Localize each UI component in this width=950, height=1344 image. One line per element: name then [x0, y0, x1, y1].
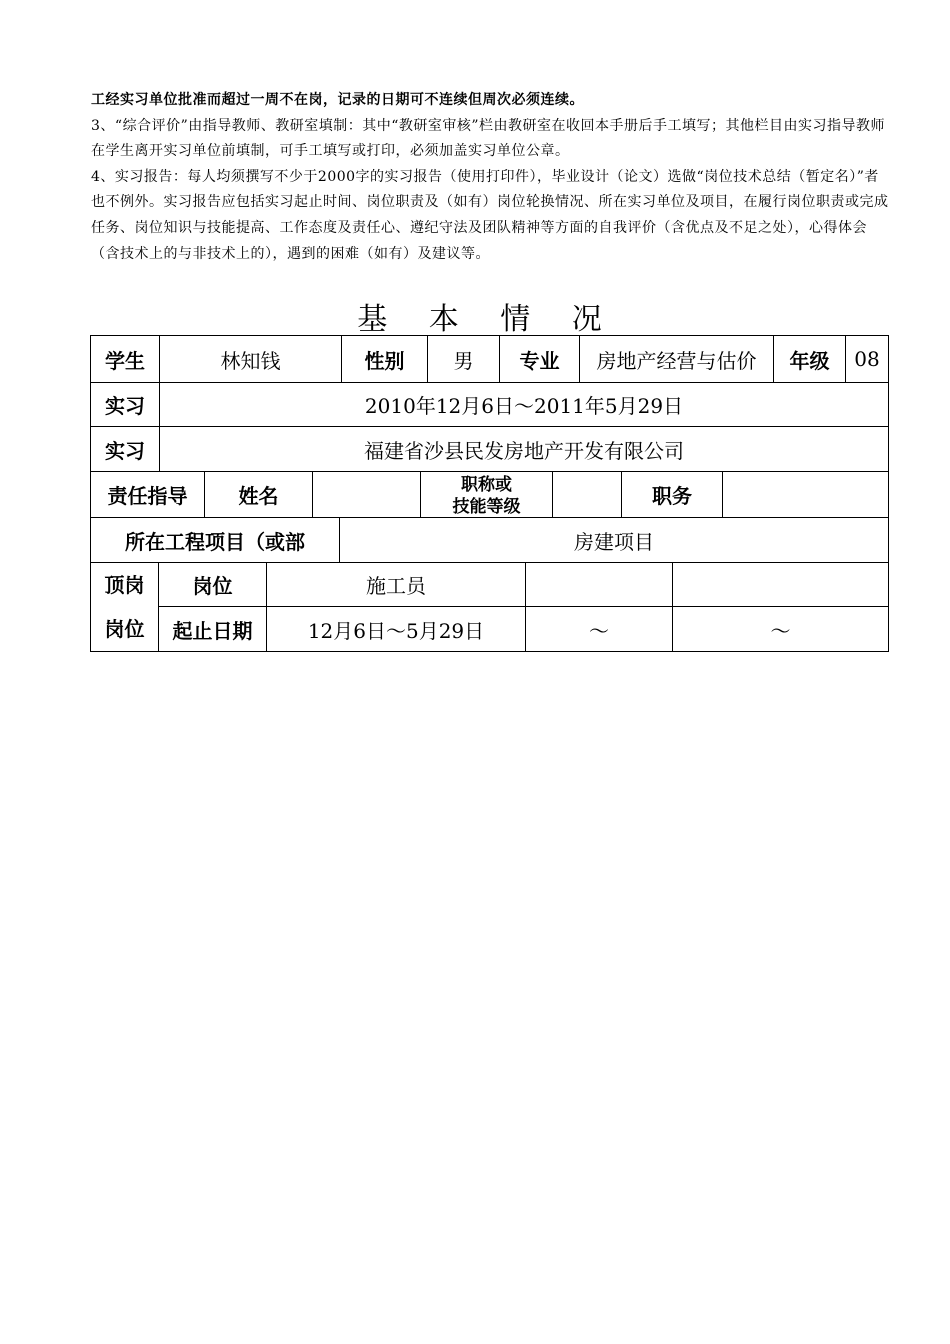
duty-label: 职务: [622, 472, 723, 518]
period-value: 2010年12月6日～2011年5月29日: [160, 383, 889, 427]
unit-value: 福建省沙县民发房地产开发有限公司: [160, 427, 889, 472]
instruction-item-4: 4、实习报告：每人均须撰写不少于2000字的实习报告（使用打印件），毕业设计（论文）选做“岗位技术总结（暂定名）”者也不例外。实习报告应包括实习起止时间、岗位职责及（如有）岗位轮换情况、所在实习单位及项目，在履行岗位职责或完成任务、岗位知识与技能提高、工作态度及责任心、遵纪守法及团队精神等方面的自我评价（含优点及不足之处），心得体会（含技术上的与非技术上的），遇到的困难（如有）及建议等。: [91, 168, 889, 262]
instruction-item-3: 3、“综合评价”由指导教师、教研室填制：其中“教研室审核”栏由教研室在收回本手册后手工填写；其他栏目由实习指导教师在学生离开实习单位前填制，可手工填写或打印，必须加盖实习单位公章。: [91, 117, 886, 160]
title-value: [553, 472, 622, 518]
unit-label: 实习: [90, 427, 160, 472]
instruction-line-continued: 工经实习单位批准而超过一周不在岗，记录的日期可不连续但周次必须连续。: [91, 92, 584, 108]
dates-value-3: ～: [673, 607, 889, 652]
gender-value: 男: [428, 335, 500, 383]
dates-label: 起止日期: [159, 607, 267, 652]
dates-value-1: 12月6日～5月29日: [267, 607, 526, 652]
major-value: 房地产经营与估价: [580, 335, 774, 383]
grade-label: 年级: [774, 335, 846, 383]
supervisor-label: 责任指导: [90, 472, 205, 518]
student-label: 学生: [90, 335, 160, 383]
project-label: 所在工程项目（或部: [90, 518, 340, 563]
name-value: [313, 472, 421, 518]
student-name: 林知钱: [160, 335, 342, 383]
instructions: [91, 88, 891, 267]
post-value-3: [673, 563, 889, 607]
post-value-2: [526, 563, 673, 607]
basic-info-table: [90, 335, 889, 652]
post-group-label-line1: 顶岗: [104, 573, 145, 597]
grade-value: 08: [846, 335, 889, 383]
period-label: 实习: [90, 383, 160, 427]
post-group-label-line2: 岗位: [104, 617, 145, 641]
name-label: 姓名: [205, 472, 313, 518]
title-label: [421, 472, 553, 518]
post-value-1: 施工员: [267, 563, 526, 607]
post-group-label: [90, 563, 159, 652]
title-label-line2: 技能等级: [452, 497, 521, 517]
dates-value-2: ～: [526, 607, 673, 652]
gender-label: 性别: [342, 335, 428, 383]
major-label: 专业: [500, 335, 580, 383]
section-title: 基 本 情 况: [357, 302, 618, 337]
title-label-line1: 职称或: [461, 475, 512, 495]
project-value: 房建项目: [340, 518, 889, 563]
post-label: 岗位: [159, 563, 267, 607]
duty-value: [723, 472, 889, 518]
